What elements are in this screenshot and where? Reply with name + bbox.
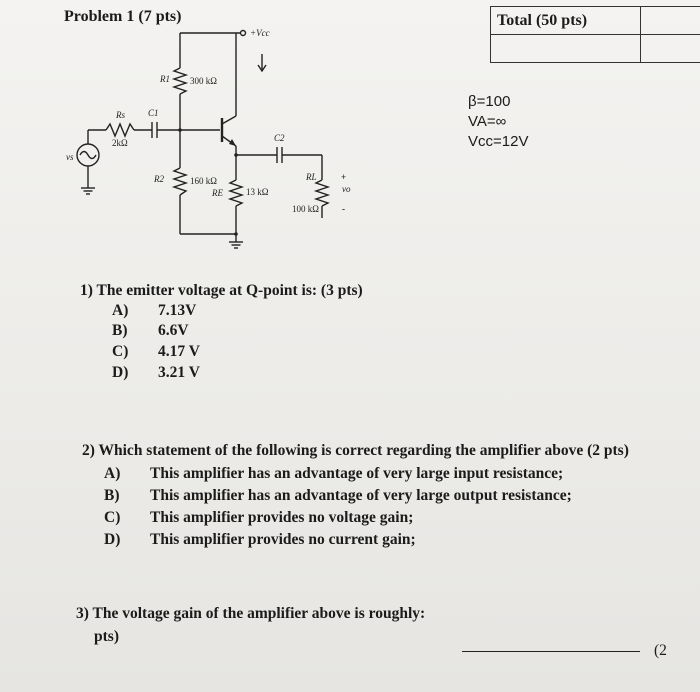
re-resistor xyxy=(230,180,242,206)
vcc-param: Vcc=12V xyxy=(468,133,529,150)
r1-resistor xyxy=(174,68,186,94)
r2-label: R2 xyxy=(154,174,164,184)
q3-points-prefix: (2 xyxy=(654,642,667,659)
beta-param: β=100 xyxy=(468,93,511,110)
question-3-prompt: 3) The voltage gain of the amplifier above is roughly: xyxy=(76,605,426,622)
rs-value: 2kΩ xyxy=(112,138,128,148)
vo-plus: + xyxy=(341,172,347,182)
q1-option-d: D) 3.21 V xyxy=(112,364,200,381)
question-1-prompt: 1) The emitter voltage at Q-point is: (3 pts) xyxy=(80,282,363,299)
rs-label: Rs xyxy=(116,110,125,120)
problem-title: Problem 1 (7 pts) xyxy=(64,8,182,25)
vo-label: vo xyxy=(342,184,351,194)
question-2-prompt: 2) Which statement of the following is correct regarding the amplifier above (2 pts) xyxy=(82,442,629,459)
total-score-cell xyxy=(641,7,700,35)
total-empty-cell-1 xyxy=(491,35,641,63)
r2-resistor xyxy=(174,168,186,195)
rl-resistor xyxy=(316,180,328,206)
q1-option-b: B) 6.6V xyxy=(112,322,189,339)
vs-label: vs xyxy=(66,152,74,162)
transistor-collector-lead xyxy=(222,116,236,124)
c2-label: C2 xyxy=(274,133,285,143)
total-empty-cell-2 xyxy=(641,35,700,63)
rl-label: RL xyxy=(306,172,317,182)
q1-option-c: C) 4.17 V xyxy=(112,343,200,360)
q3-points-suffix: pts) xyxy=(94,628,119,645)
r1-label: R1 xyxy=(160,74,170,84)
vcc-label: +Vcc xyxy=(250,28,270,38)
va-param: VA=∞ xyxy=(468,113,507,130)
r2-value: 160 kΩ xyxy=(190,176,217,186)
c1-label: C1 xyxy=(148,108,159,118)
q2-option-a: A) This amplifier has an advantage of very large input resistance; xyxy=(104,465,564,482)
re-label: RE xyxy=(212,188,223,198)
emitter-arrow xyxy=(229,139,236,146)
q2-option-c: C) This amplifier provides no voltage gain; xyxy=(104,509,414,526)
vo-minus: - xyxy=(342,204,345,214)
r1-value: 300 kΩ xyxy=(190,76,217,86)
total-label: Total (50 pts) xyxy=(491,7,641,35)
circuit-parameters xyxy=(468,92,528,152)
q3-answer-blank[interactable] xyxy=(462,651,640,652)
amplifier-circuit-diagram xyxy=(40,20,380,250)
q1-option-a: A) 7.13V xyxy=(112,302,197,319)
total-score-table xyxy=(490,6,700,63)
rl-value: 100 kΩ xyxy=(292,204,319,214)
q2-option-b: B) This amplifier has an advantage of very large output resistance; xyxy=(104,487,572,504)
vcc-node xyxy=(241,31,246,36)
rs-resistor xyxy=(106,124,134,136)
re-value: 13 kΩ xyxy=(246,187,269,197)
q2-option-d: D) This amplifier provides no current gain; xyxy=(104,531,416,548)
